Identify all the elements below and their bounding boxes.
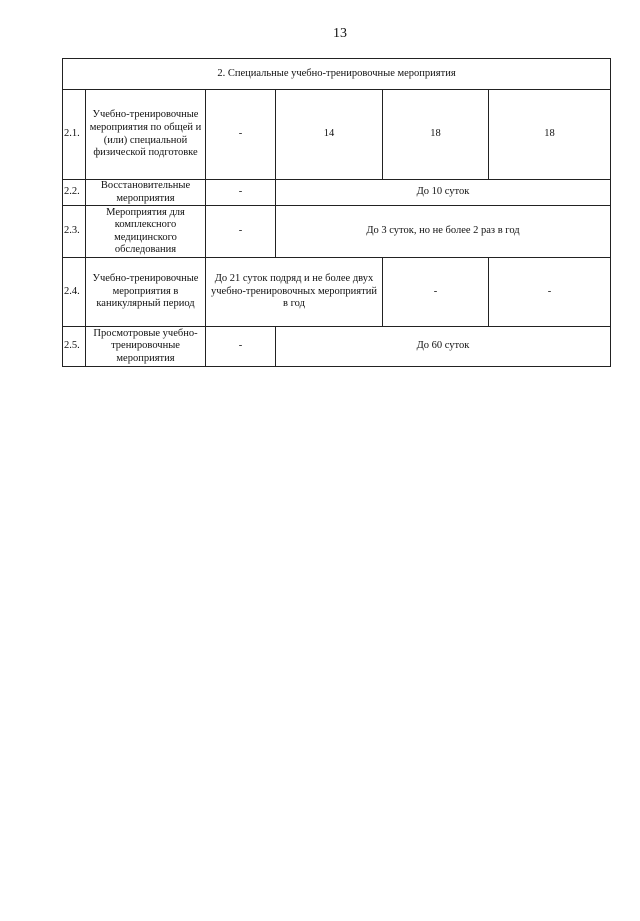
merged-value-cell: До 3 суток, но не более 2 раз в год: [276, 206, 611, 258]
event-name: Учебно-тренировочные мероприятия по общей и (или) специальной физической подготовке: [86, 90, 206, 180]
row-number: 2.3.: [63, 206, 86, 258]
merged-value-cell: До 60 суток: [276, 327, 611, 367]
row-number: 2.4.: [63, 258, 86, 327]
page-number: 13: [333, 26, 347, 41]
row-number: 2.5.: [63, 327, 86, 367]
table-row: [63, 327, 611, 367]
table-section-header-row: [63, 59, 611, 90]
value-cell: 18: [489, 90, 611, 180]
section-title: 2. Специальные учебно-тренировочные мероприятия: [63, 59, 611, 90]
table-row: [63, 90, 611, 180]
event-name: Мероприятия для комплексного медицинского обследования: [86, 206, 206, 258]
table-row: [63, 206, 611, 258]
value-cell: 14: [276, 90, 383, 180]
merged-value-cell: До 21 суток подряд и не более двух учебно-тренировочных мероприятий в год: [206, 258, 383, 327]
event-name: Восстановительные мероприятия: [86, 180, 206, 206]
value-cell: -: [206, 206, 276, 258]
merged-value-cell: До 10 суток: [276, 180, 611, 206]
value-cell: -: [383, 258, 489, 327]
value-cell: -: [489, 258, 611, 327]
value-cell: -: [206, 180, 276, 206]
events-table: [62, 58, 611, 367]
event-name: Учебно-тренировочные мероприятия в каникулярный период: [86, 258, 206, 327]
event-name: Просмотровые учебно-тренировочные мероприятия: [86, 327, 206, 367]
table-row: [63, 180, 611, 206]
row-number: 2.2.: [63, 180, 86, 206]
value-cell: -: [206, 90, 276, 180]
row-number: 2.1.: [63, 90, 86, 180]
value-cell: -: [206, 327, 276, 367]
value-cell: 18: [383, 90, 489, 180]
table-row: [63, 258, 611, 327]
